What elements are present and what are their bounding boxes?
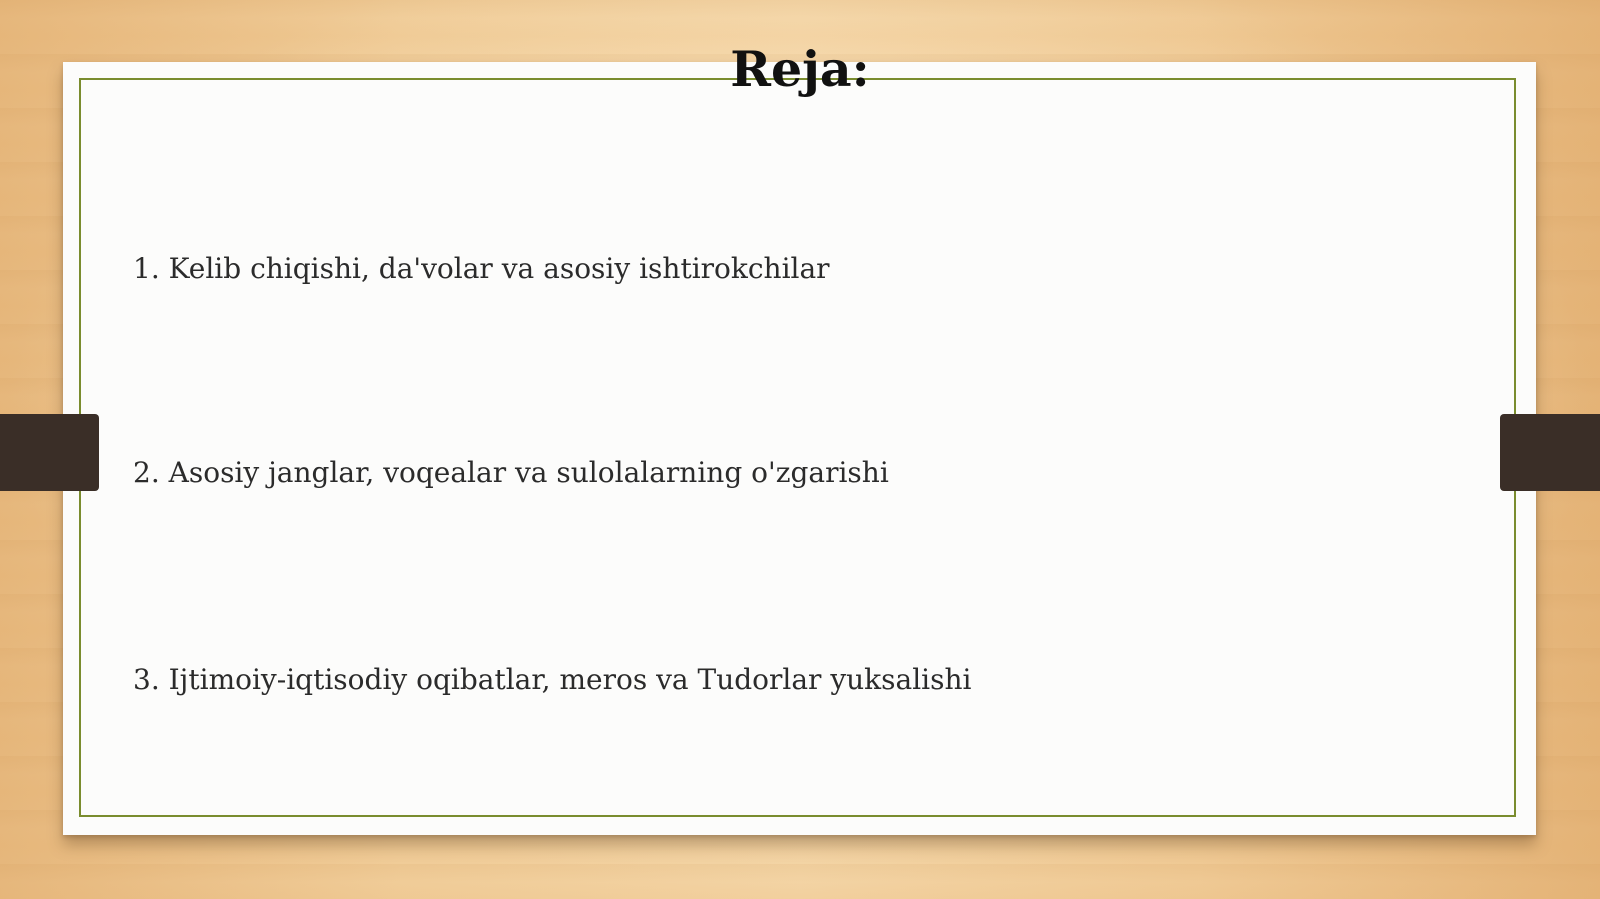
left-strap — [0, 414, 99, 491]
plan-item-3: 3. Ijtimoiy-iqtisodiy oqibatlar, meros va Tudorlar yuksalishi — [133, 663, 972, 696]
right-strap — [1500, 414, 1600, 491]
green-frame-border — [79, 78, 1516, 817]
plan-item-2: 2. Asosiy janglar, voqealar va sulolalarning o'zgarishi — [133, 456, 889, 489]
plan-item-1: 1. Kelib chiqishi, da'volar va asosiy ishtirokchilar — [133, 252, 830, 285]
slide-title: Reja: — [730, 40, 870, 98]
